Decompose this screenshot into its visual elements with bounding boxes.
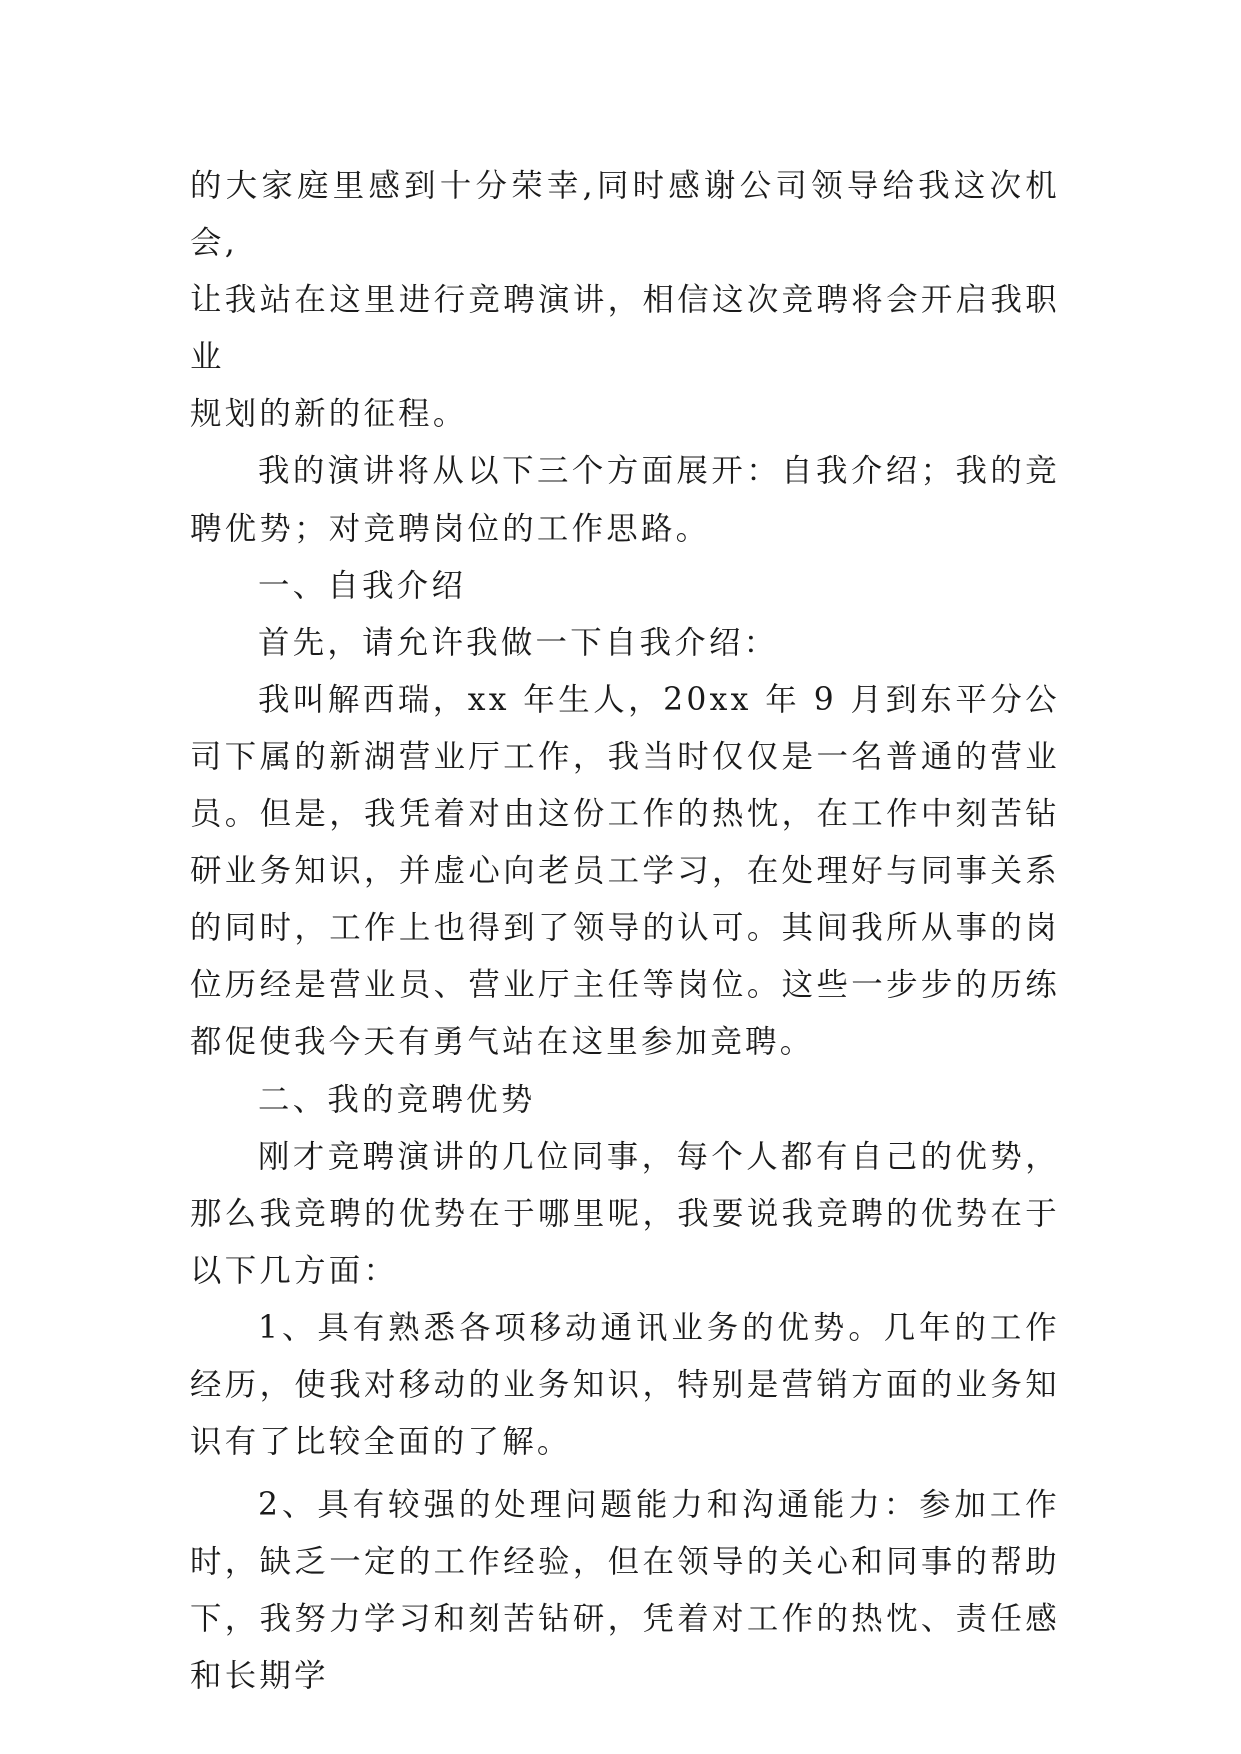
paragraph-continuation: 的大家庭里感到十分荣幸,同时感谢公司领导给我这次机会, 让我站在这里进行竞聘演讲，相信这次竞聘将会开启我职业 规划的新的征程。 [190, 168, 1060, 433]
paragraph-outline: 我的演讲将从以下三个方面展开：自我介绍；我的竞聘优势；对竞聘岗位的工作思路。 [190, 453, 1060, 547]
section-heading-self-intro: 一、自我介绍 [258, 567, 467, 604]
paragraph-intro-lead: 首先，请允许我做一下自我介绍： [258, 624, 779, 661]
paragraph-self-intro: 我叫解西瑞，xx 年生人，20xx 年 9 月到东平分公司下属的新湖营业厅工作，我当时仅仅是一名普通的营业员。但是，我凭着对由这份工作的热忱，在工作中刻苦钻研业务知识，并虚心向老员工学习，在处理好与同事关系的同时，工作上也得到了领导的认可。其间我所从事的岗位历经是营业员、营业厅主任等岗位。这些一步步的历练都促使我今天有勇气站在这里参加竞聘。 [190, 681, 1060, 1061]
section-heading-advantages: 二、我的竞聘优势 [258, 1081, 536, 1118]
document-body [190, 158, 1060, 1706]
paragraph-advantage-1: 1、具有熟悉各项移动通讯业务的优势。几年的工作经历，使我对移动的业务知识，特别是营销方面的业务知识有了比较全面的了解。 [190, 1309, 1060, 1461]
paragraph-advantages-lead: 刚才竞聘演讲的几位同事，每个人都有自己的优势，那么我竞聘的优势在于哪里呢，我要说我竞聘的优势在于以下几方面： [190, 1138, 1060, 1289]
paragraph-advantage-2: 2、具有较强的处理问题能力和沟通能力：参加工作时，缺乏一定的工作经验，但在领导的关心和同事的帮助下，我努力学习和刻苦钻研，凭着对工作的热忱、责任感和长期学 [190, 1487, 1060, 1695]
